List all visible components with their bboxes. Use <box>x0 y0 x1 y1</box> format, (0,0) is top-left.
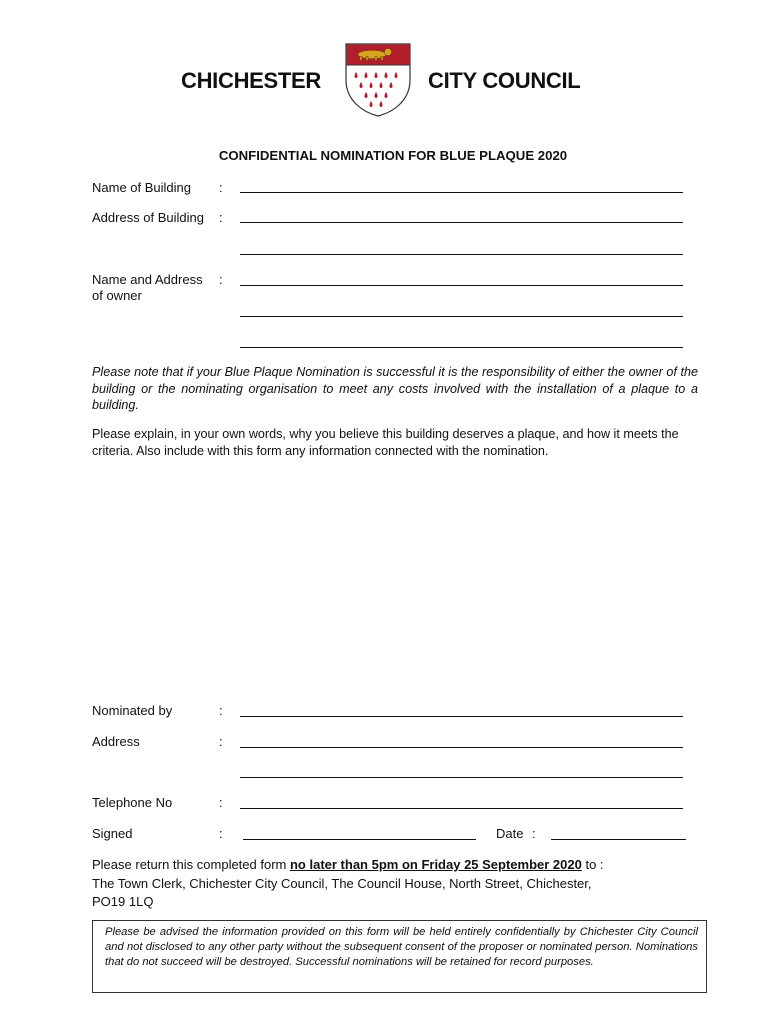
owner-label-line2: of owner <box>92 288 142 303</box>
building-address-label: Address of Building <box>92 210 205 225</box>
telephone-colon: : <box>219 795 223 810</box>
owner-colon: : <box>219 272 223 287</box>
council-name-right: CITY COUNCIL <box>428 68 581 93</box>
date-field[interactable] <box>551 839 686 840</box>
address-colon: : <box>219 734 223 749</box>
confidentiality-notice: Please be advised the information provided on this form will be held entirely confidentially by Chichester City Council and not disclosed to any other party without the subsequent consent of the proposer or nominated person. Nominations that do not succeed will be destroyed. Successful nominations will be retained for record purposes. <box>92 920 707 993</box>
address-field-line1[interactable] <box>240 747 683 748</box>
return-address-line1: The Town Clerk, Chichester City Council, The Council House, North Street, Chichester, <box>92 875 592 891</box>
owner-field-line2[interactable] <box>240 316 683 317</box>
nominated-by-field[interactable] <box>240 716 683 717</box>
signature-field[interactable] <box>243 839 476 840</box>
return-instructions <box>92 856 712 912</box>
explanation-instructions: Please explain, in your own words, why you believe this building deserves a plaque, and how it meets the criteria. Also include with this form any information connected with the nomination. <box>92 427 679 458</box>
owner-label-line1: Name and Address <box>92 272 203 287</box>
building-name-field[interactable] <box>240 192 683 193</box>
building-address-field-line1[interactable] <box>240 222 683 223</box>
explanation-area[interactable] <box>92 462 698 690</box>
owner-field-line3[interactable] <box>240 347 683 348</box>
address-field-line2[interactable] <box>240 777 683 778</box>
chichester-coat-of-arms-icon <box>344 42 412 118</box>
telephone-field[interactable] <box>240 808 683 809</box>
signed-colon: : <box>219 826 223 841</box>
nominated-by-colon: : <box>219 703 223 718</box>
form-title: CONFIDENTIAL NOMINATION FOR BLUE PLAQUE 2020 <box>218 148 568 163</box>
owner-field-line1[interactable] <box>240 285 683 286</box>
return-deadline: no later than 5pm on Friday 25 September 2020 <box>289 857 582 872</box>
return-prefix: Please return this completed form <box>92 857 290 872</box>
telephone-label: Telephone No <box>92 795 173 810</box>
building-address-field-line2[interactable] <box>240 254 683 255</box>
signed-label: Signed <box>92 826 133 841</box>
address-label: Address <box>92 734 140 749</box>
return-address-line2: PO19 1LQ <box>92 894 154 909</box>
date-label: Date <box>496 826 524 841</box>
date-colon: : <box>532 826 536 841</box>
nominated-by-label: Nominated by <box>92 703 173 718</box>
council-name-left: CHICHESTER <box>181 68 322 93</box>
building-name-label: Name of Building <box>92 180 191 195</box>
return-suffix: to : <box>581 857 604 872</box>
cost-responsibility-note: Please note that if your Blue Plaque Nomination is successful it is the responsibility of either the owner of the building or the nominating organisation to meet any costs involved with the installation of a plaque to a building. <box>92 365 698 412</box>
building-address-colon: : <box>219 210 223 225</box>
building-name-colon: : <box>219 180 223 195</box>
